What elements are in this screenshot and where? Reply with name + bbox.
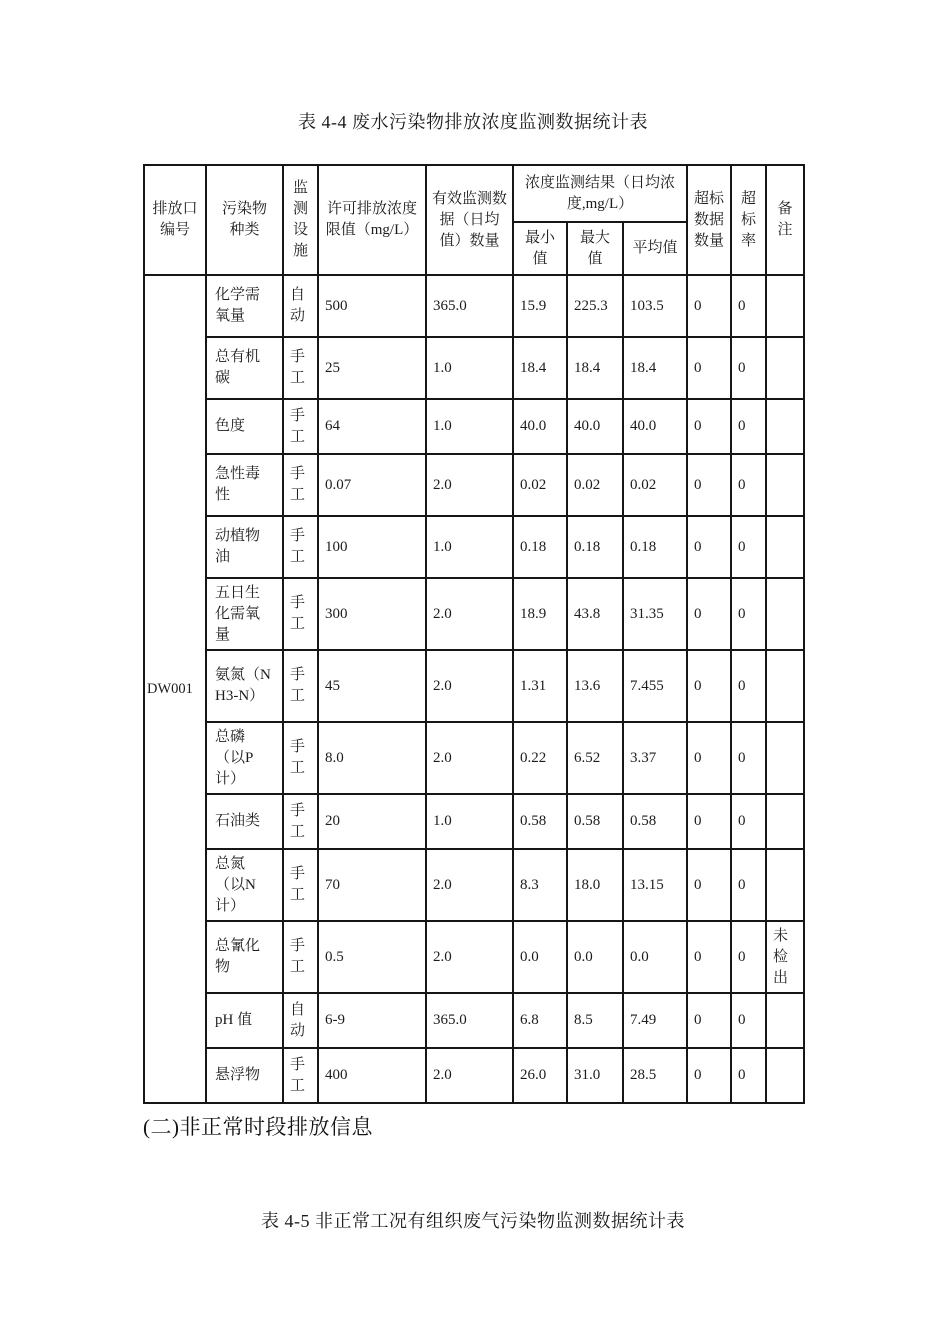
exceed-rate-cell: 0 bbox=[731, 722, 766, 794]
remark-cell bbox=[766, 1048, 804, 1103]
facility-cell: 手工 bbox=[283, 921, 318, 993]
valid-count-cell: 2.0 bbox=[426, 578, 513, 650]
limit-cell: 8.0 bbox=[318, 722, 426, 794]
max-cell: 6.52 bbox=[567, 722, 623, 794]
facility-cell: 手工 bbox=[283, 337, 318, 399]
table-4-4-title: 表 4-4 废水污染物排放浓度监测数据统计表 bbox=[298, 112, 648, 132]
valid-count-cell: 2.0 bbox=[426, 849, 513, 921]
valid-count-cell: 2.0 bbox=[426, 921, 513, 993]
valid-count-cell: 1.0 bbox=[426, 337, 513, 399]
col-header-outlet-id: 排放口编号 bbox=[144, 165, 206, 275]
min-cell: 0.0 bbox=[513, 921, 567, 993]
remark-cell bbox=[766, 993, 804, 1048]
max-cell: 31.0 bbox=[567, 1048, 623, 1103]
pollutant-cell: 氨氮（NH3-N） bbox=[206, 650, 283, 722]
facility-cell: 手工 bbox=[283, 650, 318, 722]
exceed-rate-cell: 0 bbox=[731, 849, 766, 921]
table-row bbox=[144, 399, 804, 454]
avg-cell: 0.58 bbox=[623, 794, 687, 849]
facility-cell: 自动 bbox=[283, 993, 318, 1048]
pollutant-cell: 急性毒性 bbox=[206, 454, 283, 516]
remark-cell bbox=[766, 794, 804, 849]
max-cell: 225.3 bbox=[567, 275, 623, 337]
min-cell: 18.4 bbox=[513, 337, 567, 399]
max-cell: 18.4 bbox=[567, 337, 623, 399]
exceed-rate-cell: 0 bbox=[731, 794, 766, 849]
table-row bbox=[144, 337, 804, 399]
exceed-count-cell: 0 bbox=[687, 993, 731, 1048]
exceed-rate-cell: 0 bbox=[731, 337, 766, 399]
avg-cell: 13.15 bbox=[623, 849, 687, 921]
max-cell: 0.18 bbox=[567, 516, 623, 578]
min-cell: 15.9 bbox=[513, 275, 567, 337]
remark-cell bbox=[766, 516, 804, 578]
limit-cell: 0.5 bbox=[318, 921, 426, 993]
exceed-rate-cell: 0 bbox=[731, 275, 766, 337]
avg-cell: 103.5 bbox=[623, 275, 687, 337]
limit-cell: 25 bbox=[318, 337, 426, 399]
limit-cell: 100 bbox=[318, 516, 426, 578]
col-header-result-group: 浓度监测结果（日均浓度,mg/L） bbox=[513, 165, 687, 222]
table-row bbox=[144, 275, 804, 337]
exceed-count-cell: 0 bbox=[687, 275, 731, 337]
exceed-count-cell: 0 bbox=[687, 1048, 731, 1103]
avg-cell: 40.0 bbox=[623, 399, 687, 454]
max-cell: 0.0 bbox=[567, 921, 623, 993]
limit-cell: 0.07 bbox=[318, 454, 426, 516]
exceed-rate-cell: 0 bbox=[731, 399, 766, 454]
limit-cell: 20 bbox=[318, 794, 426, 849]
max-cell: 0.58 bbox=[567, 794, 623, 849]
pollutant-cell: 总有机碳 bbox=[206, 337, 283, 399]
limit-cell: 70 bbox=[318, 849, 426, 921]
limit-cell: 500 bbox=[318, 275, 426, 337]
min-cell: 26.0 bbox=[513, 1048, 567, 1103]
exceed-count-cell: 0 bbox=[687, 794, 731, 849]
valid-count-cell: 2.0 bbox=[426, 454, 513, 516]
exceed-count-cell: 0 bbox=[687, 849, 731, 921]
col-header-remark: 备注 bbox=[766, 165, 804, 275]
exceed-rate-cell: 0 bbox=[731, 454, 766, 516]
limit-cell: 64 bbox=[318, 399, 426, 454]
exceed-count-cell: 0 bbox=[687, 399, 731, 454]
avg-cell: 7.455 bbox=[623, 650, 687, 722]
page-content bbox=[143, 0, 803, 1233]
col-header-limit: 许可排放浓度限值（mg/L） bbox=[318, 165, 426, 275]
max-cell: 0.02 bbox=[567, 454, 623, 516]
avg-cell: 3.37 bbox=[623, 722, 687, 794]
pollutant-cell: 石油类 bbox=[206, 794, 283, 849]
valid-count-cell: 365.0 bbox=[426, 275, 513, 337]
limit-cell: 400 bbox=[318, 1048, 426, 1103]
table-row bbox=[144, 794, 804, 849]
pollutant-cell: 五日生化需氧量 bbox=[206, 578, 283, 650]
avg-cell: 31.35 bbox=[623, 578, 687, 650]
table-row bbox=[144, 516, 804, 578]
exceed-count-cell: 0 bbox=[687, 650, 731, 722]
avg-cell: 28.5 bbox=[623, 1048, 687, 1103]
table-row bbox=[144, 722, 804, 794]
col-header-min: 最小值 bbox=[513, 222, 567, 275]
table-row bbox=[144, 1048, 804, 1103]
facility-cell: 手工 bbox=[283, 794, 318, 849]
avg-cell: 0.18 bbox=[623, 516, 687, 578]
exceed-rate-cell: 0 bbox=[731, 1048, 766, 1103]
table-row bbox=[144, 993, 804, 1048]
min-cell: 0.58 bbox=[513, 794, 567, 849]
remark-cell bbox=[766, 399, 804, 454]
exceed-count-cell: 0 bbox=[687, 578, 731, 650]
pollutant-cell: 化学需氧量 bbox=[206, 275, 283, 337]
col-header-exceed-count: 超标数据数量 bbox=[687, 165, 731, 275]
min-cell: 0.02 bbox=[513, 454, 567, 516]
table-row bbox=[144, 454, 804, 516]
exceed-count-cell: 0 bbox=[687, 516, 731, 578]
facility-cell: 手工 bbox=[283, 399, 318, 454]
min-cell: 6.8 bbox=[513, 993, 567, 1048]
col-header-max: 最大值 bbox=[567, 222, 623, 275]
remark-cell bbox=[766, 722, 804, 794]
table-row bbox=[144, 921, 804, 993]
valid-count-cell: 1.0 bbox=[426, 399, 513, 454]
remark-cell bbox=[766, 337, 804, 399]
valid-count-cell: 2.0 bbox=[426, 1048, 513, 1103]
max-cell: 8.5 bbox=[567, 993, 623, 1048]
exceed-count-cell: 0 bbox=[687, 921, 731, 993]
min-cell: 1.31 bbox=[513, 650, 567, 722]
limit-cell: 300 bbox=[318, 578, 426, 650]
min-cell: 18.9 bbox=[513, 578, 567, 650]
max-cell: 40.0 bbox=[567, 399, 623, 454]
limit-cell: 6-9 bbox=[318, 993, 426, 1048]
avg-cell: 18.4 bbox=[623, 337, 687, 399]
exceed-count-cell: 0 bbox=[687, 337, 731, 399]
pollutant-cell: 悬浮物 bbox=[206, 1048, 283, 1103]
facility-cell: 手工 bbox=[283, 578, 318, 650]
exceed-rate-cell: 0 bbox=[731, 578, 766, 650]
col-header-valid-count: 有效监测数据（日均值）数量 bbox=[426, 165, 513, 275]
exceed-rate-cell: 0 bbox=[731, 650, 766, 722]
valid-count-cell: 2.0 bbox=[426, 650, 513, 722]
min-cell: 8.3 bbox=[513, 849, 567, 921]
table-row bbox=[144, 849, 804, 921]
max-cell: 43.8 bbox=[567, 578, 623, 650]
avg-cell: 0.0 bbox=[623, 921, 687, 993]
pollutant-cell: 总氮（以N计） bbox=[206, 849, 283, 921]
valid-count-cell: 1.0 bbox=[426, 516, 513, 578]
pollutant-cell: 动植物油 bbox=[206, 516, 283, 578]
exceed-count-cell: 0 bbox=[687, 454, 731, 516]
avg-cell: 7.49 bbox=[623, 993, 687, 1048]
section-heading: (二)非正常时段排放信息 bbox=[143, 1115, 373, 1139]
col-header-exceed-rate: 超标率 bbox=[731, 165, 766, 275]
remark-cell bbox=[766, 454, 804, 516]
min-cell: 0.22 bbox=[513, 722, 567, 794]
wastewater-monitoring-table bbox=[143, 164, 805, 1104]
valid-count-cell: 2.0 bbox=[426, 722, 513, 794]
remark-cell bbox=[766, 275, 804, 337]
pollutant-cell: 色度 bbox=[206, 399, 283, 454]
col-header-avg: 平均值 bbox=[623, 222, 687, 275]
exceed-rate-cell: 0 bbox=[731, 921, 766, 993]
min-cell: 0.18 bbox=[513, 516, 567, 578]
pollutant-cell: 总氰化物 bbox=[206, 921, 283, 993]
header-row-top bbox=[144, 165, 804, 222]
outlet-id-cell: DW001 bbox=[144, 275, 206, 1103]
remark-cell: 未检出 bbox=[766, 921, 804, 993]
exceed-count-cell: 0 bbox=[687, 722, 731, 794]
avg-cell: 0.02 bbox=[623, 454, 687, 516]
valid-count-cell: 1.0 bbox=[426, 794, 513, 849]
table-row bbox=[144, 650, 804, 722]
pollutant-cell: pH 值 bbox=[206, 993, 283, 1048]
col-header-pollutant-type: 污染物种类 bbox=[206, 165, 283, 275]
facility-cell: 手工 bbox=[283, 516, 318, 578]
facility-cell: 手工 bbox=[283, 849, 318, 921]
facility-cell: 手工 bbox=[283, 722, 318, 794]
limit-cell: 45 bbox=[318, 650, 426, 722]
valid-count-cell: 365.0 bbox=[426, 993, 513, 1048]
exceed-rate-cell: 0 bbox=[731, 993, 766, 1048]
remark-cell bbox=[766, 849, 804, 921]
remark-cell bbox=[766, 650, 804, 722]
remark-cell bbox=[766, 578, 804, 650]
table-row bbox=[144, 578, 804, 650]
exceed-rate-cell: 0 bbox=[731, 516, 766, 578]
pollutant-cell: 总磷（以P计） bbox=[206, 722, 283, 794]
table-4-5-title: 表 4-5 非正常工况有组织废气污染物监测数据统计表 bbox=[261, 1211, 685, 1231]
col-header-facility: 监测设施 bbox=[283, 165, 318, 275]
facility-cell: 手工 bbox=[283, 1048, 318, 1103]
min-cell: 40.0 bbox=[513, 399, 567, 454]
max-cell: 13.6 bbox=[567, 650, 623, 722]
facility-cell: 手工 bbox=[283, 454, 318, 516]
max-cell: 18.0 bbox=[567, 849, 623, 921]
facility-cell: 自动 bbox=[283, 275, 318, 337]
